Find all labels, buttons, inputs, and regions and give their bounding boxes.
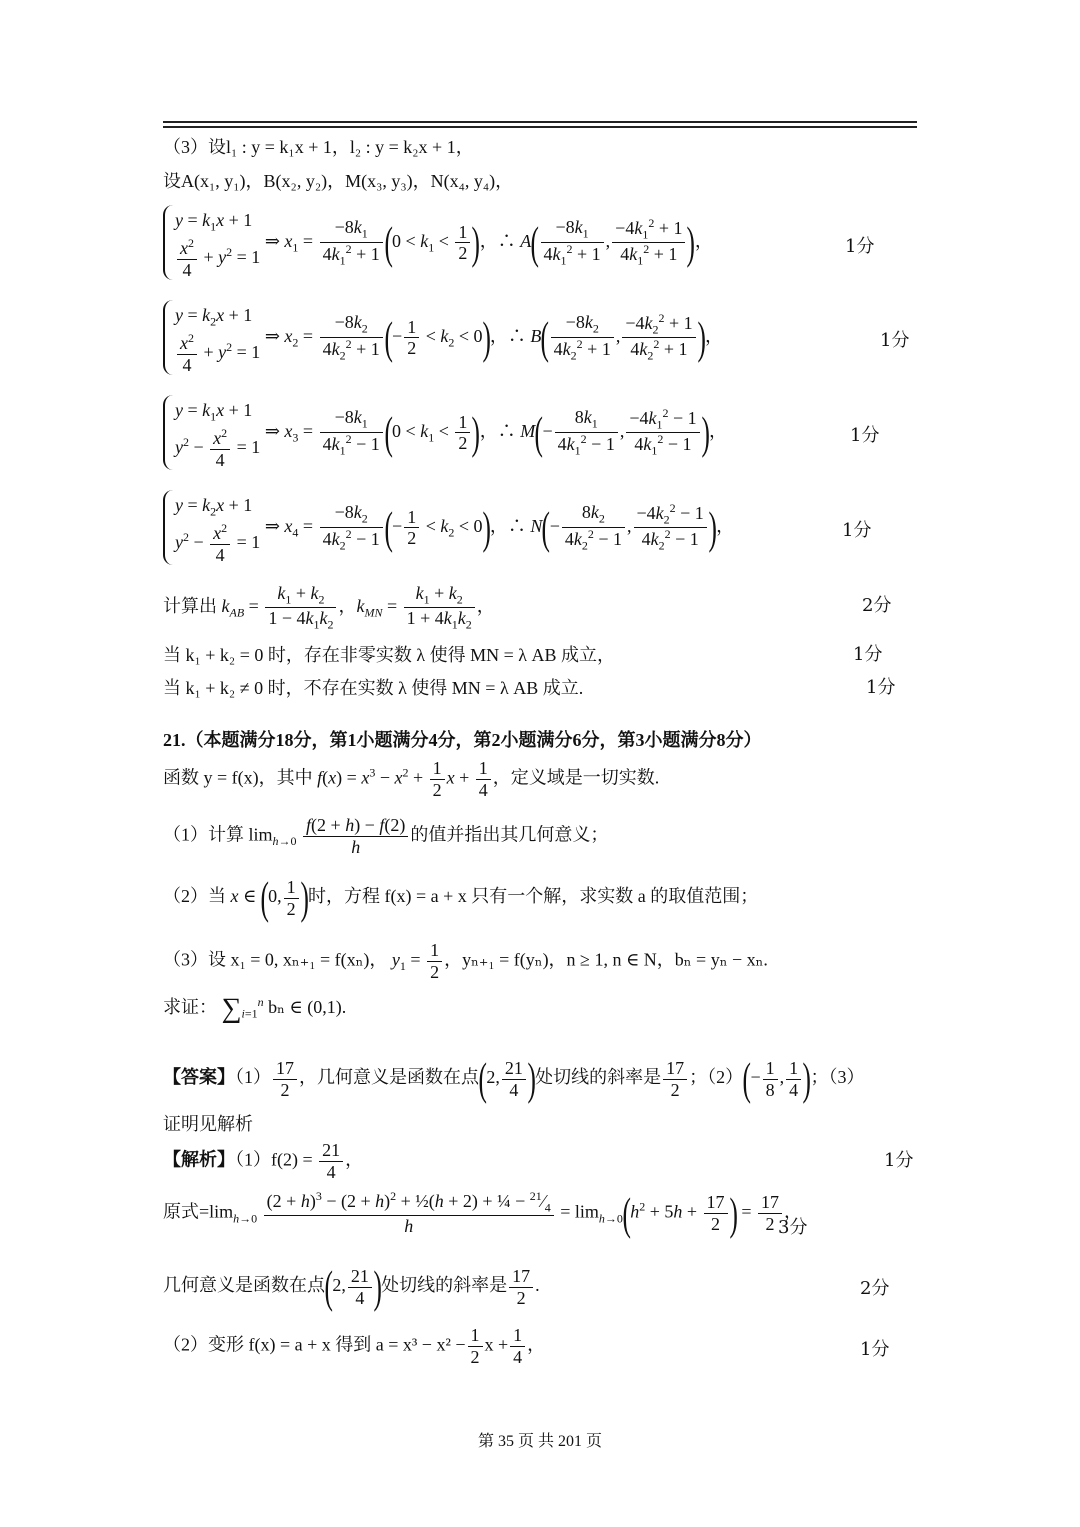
q21-part1: （1）计算 $\lim_{h\to 0}$ $\frac{f(2 + h) - f(2)}{h}$ 的值并指出其几何意义；: [163, 815, 609, 857]
system-4: $y = k_2x + 1$ $y^2$ − $\frac{x^2}{4}$ = 1 ⇒ $x_4$ = $\frac{-8k_2}{4k_2^2 - 1}$ (− $\frac{1}{2}$ < $k_2 < 0$)，∴ N(− $\frac{8k_2}{4k_2^2 - 1}$ , $\frac{-4k_2^2 - 1}{4k_2^2 - 1}$ )，: [163, 490, 734, 565]
q21-orig-calc: 原式$=\lim_{h\to 0}$ $\frac{(2 + h)^3 - (2 + h)^2 + \frac{1}{2}(h + 2) + \frac{1}{4} - ^{21}⁄_4}{h}$ = $\lim_{h\to 0}(h^2 + 5h$ + $\frac{17}{2}$ ) = $\frac{17}{2}$ ，: [163, 1187, 803, 1239]
q21-answer-3: 证明见解析: [163, 1114, 253, 1134]
q21-part2: （2）当 x ∈ (0, $\frac{1}{2}$ )时，方程 f(x) = a + x 只有一个解，求实数 a 的取值范围；: [163, 872, 759, 923]
system-1: $y = k_1x + 1$ $\frac{x^2}{4}$ + $y^2 = 1$ ⇒ $x_1$ = $\frac{-8k_1}{4k_1^2 + 1}$ ($0 < k_1$ < $\frac{1}{2}$ )，∴ A( $\frac{-8k_1}{4k_1^2 + 1}$ , $\frac{-4k_1^2 + 1}{4k_1^2 + 1}$ )，: [163, 205, 713, 280]
page-footer: 第 35 页 共 201 页: [477, 1433, 602, 1450]
q21-intro: 函数 y = f(x)，其中 $f(x) = x^3 - x^2$ + $\frac{1}{2}$ x + $\frac{1}{4}$ ，定义域是一切实数.: [163, 758, 660, 800]
score-mark: 2分: [862, 595, 892, 616]
line-l3-points: 设A(x₁, y₁)，B(x₂, y₂)，M(x₃, y₃)，N(x₄, y₄)，: [163, 171, 514, 191]
score-mark: 1分: [845, 236, 875, 257]
q21-part3: （3）设 x₁ = 0, xₙ₊₁ = f(xₙ)， $y_1$ = $\frac{1}{2}$ ，yₙ₊₁ = f(yₙ)，n ≥ 1, n ∈ N，bₙ = yₙ − xₙ.: [163, 940, 768, 982]
system-3: $y = k_1x + 1$ $y^2$ − $\frac{x^2}{4}$ = 1 ⇒ $x_3$ = $\frac{-8k_1}{4k_1^2 - 1}$ ($0 < k_1$ < $\frac{1}{2}$ )，∴ M(− $\frac{8k_1}{4k_1^2 - 1}$ , $\frac{-4k_1^2 - 1}{4k_1^2 - 1}$ )，: [163, 395, 727, 470]
header-rule-bottom: [163, 126, 917, 128]
system-2: $y = k_2x + 1$ $\frac{x^2}{4}$ + $y^2 = 1$ ⇒ $x_2$ = $\frac{-8k_2}{4k_2^2 + 1}$ (− $\frac{1}{2}$ < $k_2 < 0$)，∴ B( $\frac{-8k_2}{4k_2^2 + 1}$ , $\frac{-4k_2^2 + 1}{4k_2^2 + 1}$ )，: [163, 300, 723, 375]
slope-line: 计算出 $k_{AB}$ = $\frac{k_1 + k_2}{1 - 4k_1k_2}$ ，$k_{MN}$ = $\frac{k_1 + k_2}{1 + 4k_1k_2}$ ，: [163, 583, 495, 632]
q21-geo: 几何意义是函数在点(2, $\frac{21}{4}$ )处切线的斜率是 $\frac{17}{2}$ .: [163, 1261, 540, 1312]
score-mark: 1分: [884, 1150, 914, 1171]
score-mark: 2分: [860, 1278, 890, 1299]
score-mark: 1分: [860, 1339, 890, 1360]
q21-deform: （2）变形 f(x) = a + x 得到 a = x³ − x² − $\frac{1}{2}$ x + $\frac{1}{4}$ ，: [163, 1325, 546, 1367]
q21-analysis: 【解析】（1）f(2) = $\frac{21}{4}$ ，: [163, 1140, 364, 1182]
q21-answer: 【答案】（1） $\frac{17}{2}$ ，几何意义是函数在点(2, $\frac{21}{4}$ )处切线的斜率是 $\frac{17}{2}$ ；（2）(− $\frac{1}{8}$ , $\frac{1}{4}$ )；（3）: [163, 1053, 865, 1104]
line-l3-intro: （3）设l₁ : y = k₁x + 1，l₂ : y = k₂x + 1，: [163, 137, 474, 157]
header-rule-top: [163, 121, 917, 123]
score-mark: 1分: [850, 425, 880, 446]
q21-prove: 求证： $\sum_{i=1}^n$ bₙ ∈ (0,1).: [163, 993, 347, 1024]
score-mark: 3分: [778, 1217, 808, 1238]
score-mark: 1分: [866, 677, 896, 698]
cond-nonzero-line: 当 k₁ + k₂ ≠ 0 时，不存在实数 λ 使得 MN = λ AB 成立.: [163, 678, 584, 698]
score-mark: 1分: [880, 330, 910, 351]
score-mark: 1分: [853, 644, 883, 665]
q21-title: 21.（本题满分18分，第1小题满分4分，第2小题满分6分，第3小题满分8分）: [163, 730, 762, 750]
score-mark: 1分: [842, 520, 872, 541]
cond-zero-line: 当 k₁ + k₂ = 0 时，存在非零实数 λ 使得 MN = λ AB 成立，: [163, 645, 615, 665]
